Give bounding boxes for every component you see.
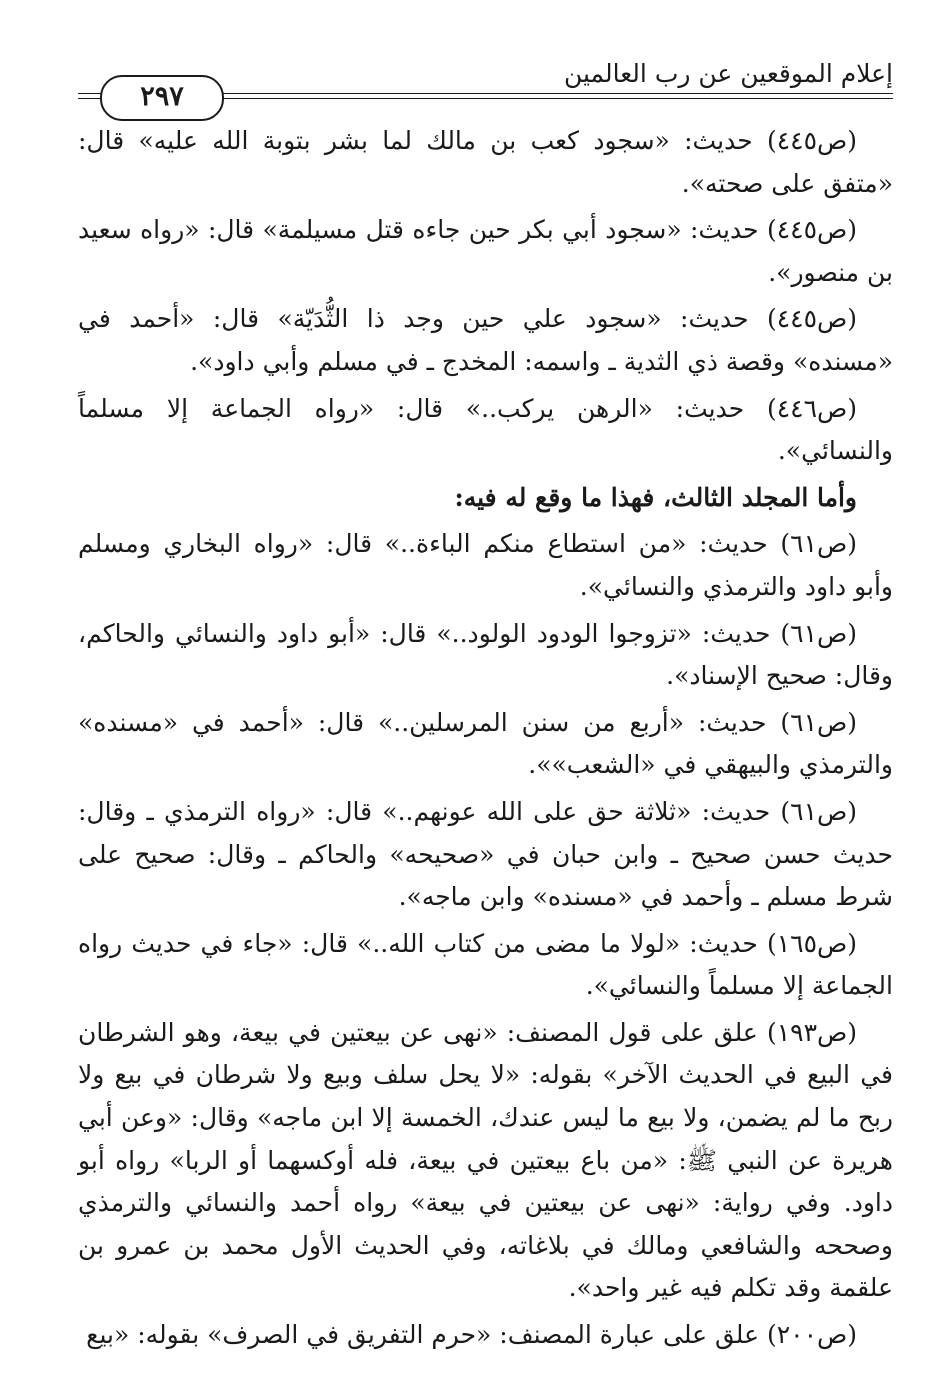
section-heading: وأما المجلد الثالث، فهذا ما وقع له فيه: <box>454 482 857 512</box>
page-header <box>78 55 893 115</box>
paragraph: (ص٤٤٥) حديث: «سجود علي حين وجد ذا الثُّدَيّة» قال: «أحمد في «مسنده» وقصة ذي الثدية ـ واسمه: المخدج ـ في مسلم وأبي داود». <box>78 304 893 376</box>
paragraph: (ص٤٤٦) حديث: «الرهن يركب..» قال: «رواه الجماعة إلا مسلماً والنسائي». <box>78 393 893 466</box>
paragraph: (ص٦١) حديث: «أربع من سنن المرسلين..» قال: «أحمد في «مسنده» والترمذي والبيهقي في «الشعب»». <box>78 707 893 780</box>
paragraph: (ص٤٤٥) حديث: «سجود أبي بكر حين جاءه قتل مسيلمة» قال: «رواه سعيد بن منصور». <box>78 215 893 287</box>
paragraph: (ص١٩٣) علق على قول المصنف: «نهى عن بيعتين في بيعة، وهو الشرطان في البيع في الحديث الآخر» بقوله: «لا يحل سلف وبيع ولا شرطان في بيع ولا ربح ما لم يضمن، ولا بيع ما ليس عندك، الخمسة إلا ابن ماجه» وقال: «وعن أبي هريرة عن النبي ﷺ: «من باع بيعتين في بيعة، فله أوكسهما أو الربا» رواه أبو داود. وفي رواية: «نهى عن بيعتين في بيعة» رواه أحمد والنسائي والترمذي وصححه والشافعي ومالك في بلاغاته، وفي الحديث الأول محمد بن عمرو بن علقمة وقد تكلم فيه غير واحد». <box>78 1017 893 1303</box>
paragraph: (ص٤٤٥) حديث: «سجود كعب بن مالك لما بشر بتوبة الله عليه» قال: «متفق على صحته». <box>78 126 893 198</box>
page-number: ٢٩٧ <box>140 81 184 112</box>
header-rule-top <box>198 93 893 94</box>
page-number-frame <box>100 75 224 121</box>
paragraph: (ص٢٠٠) علق على عبارة المصنف: «حرم التفريق في الصرف» بقوله: «بيع <box>86 1320 857 1350</box>
paragraph: (ص٦١) حديث: «من استطاع منكم الباءة..» قال: «رواه البخاري ومسلم وأبو داود والترمذي والنسائي». <box>78 529 893 601</box>
header-rule-bottom <box>198 98 893 99</box>
paragraph: (ص٦١) حديث: «تزوجوا الودود الولود..» قال: «أبو داود والنسائي والحاكم، وقال: صحيح الإسناد». <box>78 618 893 691</box>
running-title: إعلام الموقعين عن رب العالمين <box>563 59 893 88</box>
paragraph: (ص٦١) حديث: «ثلاثة حق على الله عونهم..» قال: «رواه الترمذي ـ وقال: حديث حسن صحيح ـ وابن حبان في «صحيحه» والحاكم ـ وقال: صحيح على شرط مسلم ـ وأحمد في «مسنده» وابن ماجه». <box>78 796 893 912</box>
paragraph: (ص١٦٥) حديث: «لولا ما مضى من كتاب الله..» قال: «جاء في حديث رواه الجماعة إلا مسلماً والنسائي». <box>78 928 893 1001</box>
page-body <box>78 120 893 1361</box>
